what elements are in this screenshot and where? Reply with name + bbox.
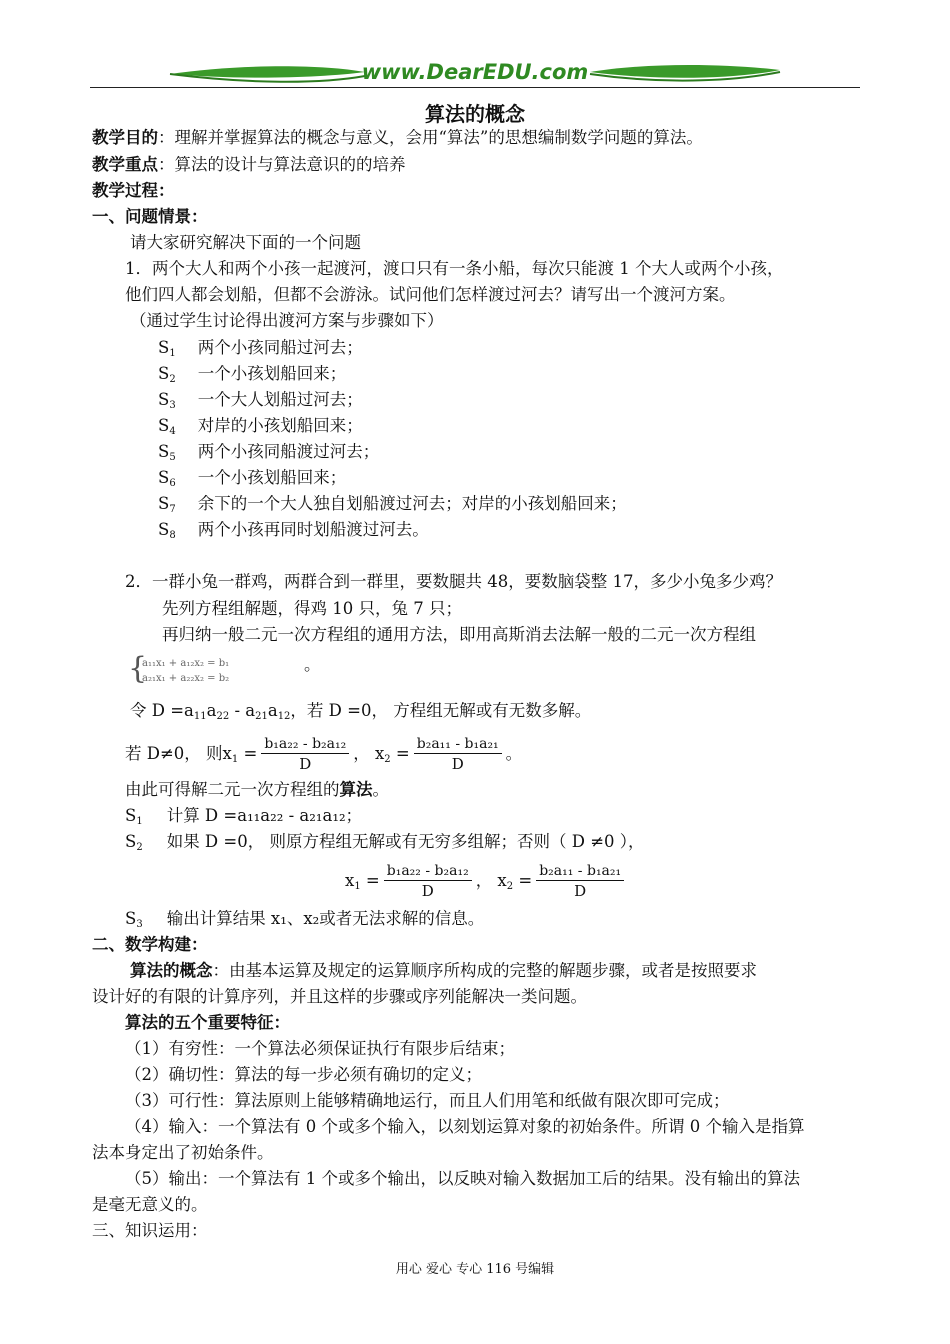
section-2-heading: 二、数学构建： bbox=[92, 935, 208, 954]
page-footer: 用心 爱心 专心 116 号编辑 bbox=[395, 1262, 555, 1277]
feature-3: （3）可行性：算法原则上能够精确地运行，而且人们用笔和纸做有限次即可完成； bbox=[125, 1091, 730, 1110]
x2-fraction: $\frac{\text{b₂a₁₁ - b₁a₂₁}}{D}$ bbox=[414, 735, 502, 774]
features-heading: 算法的五个重要特征： bbox=[125, 1013, 290, 1032]
step-item: $S_3$ 一个大人划船过河去； bbox=[158, 390, 363, 411]
feature-5-line1: （5）输出：一个算法有 1 个或多个输出，以反映对输入数据加工后的结果。没有输出的算法 bbox=[125, 1169, 800, 1188]
conclude-line: 由此可得解二元一次方程组的算法。 bbox=[125, 780, 389, 799]
step-item: $S_6$ 一个小孩划船回来； bbox=[158, 468, 347, 489]
intro-text: 请大家研究解决下面的一个问题 bbox=[130, 233, 361, 252]
problem2-line3: 再归纳一般二元一次方程组的通用方法，即用高斯消去法解一般的二元一次方程组 bbox=[162, 625, 756, 644]
focus-label: 教学重点 bbox=[92, 155, 158, 174]
step-item: $S_2$ 一个小孩划船回来； bbox=[158, 364, 347, 385]
svg-text:a₂₁x₁ + a₂₂x₂ = b₂: a₂₁x₁ + a₂₂x₂ = b₂ bbox=[142, 673, 230, 684]
problem1-line2: 他们四人都会划船，但都不会游泳。试问他们怎样渡过河去？请写出一个渡河方案。 bbox=[125, 285, 736, 304]
concept-line2: 设计好的有限的计算序列，并且这样的步骤或序列能解决一类问题。 bbox=[92, 987, 587, 1006]
focus-line bbox=[92, 154, 406, 176]
concept-line1: 算法的概念：由基本运算及规定的运算顺序所构成的完整的解题步骤，或者是按照要求 bbox=[130, 961, 757, 980]
system-period: 。 bbox=[304, 655, 321, 674]
step-item: $S_1$ 两个小孩同船过河去； bbox=[158, 338, 363, 359]
svg-text:a₁₁x₁ + a₁₂x₂ = b₁: a₁₁x₁ + a₁₂x₂ = b₁ bbox=[142, 658, 230, 669]
step-item: $S_8$ 两个小孩再同时划船渡过河去。 bbox=[158, 520, 429, 541]
header-logo-text: www.DearEDU.com bbox=[361, 60, 589, 84]
x1-fraction-2: $\frac{\text{b₁a₂₂ - b₂a₁₂}}{D}$ bbox=[384, 862, 472, 901]
problem2-line2: 先列方程组解题，得鸡 10 只，兔 7 只； bbox=[162, 599, 462, 618]
problem2-line1: 2．一群小兔一群鸡，两群合到一群里，要数腿共 48，要数脑袋整 17，多少小兔多少鸡？ bbox=[125, 572, 782, 591]
problem1-note: （通过学生讨论得出渡河方案与步骤如下） bbox=[130, 311, 444, 330]
solution-formula-line: 若 D≠0， 则$x_1$ = $\frac{\text{b₁a₂₂ - b₂a₁₂}}{D}$ ， $x_2$ = $\frac{\text{b₂a₁₁ - b₁a₂₁}}{D}$ 。 bbox=[125, 736, 523, 773]
x1-fraction: $\frac{\text{b₁a₂₂ - b₂a₁₂}}{D}$ bbox=[261, 735, 349, 774]
problem1-line1: 1．两个大人和两个小孩一起渡河，渡口只有一条小船，每次只能渡 1 个大人或两个小孩， bbox=[125, 259, 784, 278]
step-item: $S_4$ 对岸的小孩划船回来； bbox=[158, 416, 363, 437]
header-rule bbox=[90, 87, 860, 88]
feature-4-line2: 法本身定出了初始条件。 bbox=[92, 1143, 274, 1162]
algo-step-1: $S_1$ 计算 D =a₁₁a₂₂ - a₂₁a₁₂； bbox=[125, 806, 363, 827]
feature-2: （2）确切性：算法的每一步必须有确切的定义； bbox=[125, 1065, 482, 1084]
algo-step-2-formula: $x_1$ = $\frac{\text{b₁a₂₂ - b₂a₁₂}}{D}$ ， $x_2$ = $\frac{\text{b₂a₁₁ - b₁a₂₁}}{D}$ bbox=[345, 857, 628, 911]
goal-text: ：理解并掌握算法的概念与意义，会用“算法”的思想编制数学问题的算法。 bbox=[158, 128, 703, 147]
step-item: $S_5$ 两个小孩同船渡过河去； bbox=[158, 442, 380, 463]
step-item: $S_7$ 余下的一个大人独自划船渡过河去；对岸的小孩划船回来； bbox=[158, 494, 627, 515]
algo-step-2: $S_2$ 如果 D =0， 则原方程组无解或有无穷多组解；否则（ D ≠0 ）， bbox=[125, 832, 645, 853]
section-1-heading: 一、问题情景： bbox=[92, 207, 208, 226]
goal-label: 教学目的 bbox=[92, 128, 158, 147]
section-3-heading: 三、知识运用： bbox=[92, 1221, 208, 1240]
svg-text:{: { bbox=[128, 654, 148, 686]
feature-5-line2: 是毫无意义的。 bbox=[92, 1195, 208, 1214]
feature-1: （1）有穷性：一个算法必须保证执行有限步后结束； bbox=[125, 1039, 515, 1058]
equation-system-formula bbox=[128, 654, 318, 686]
x2-fraction-2: $\frac{\text{b₂a₁₁ - b₁a₂₁}}{D}$ bbox=[536, 862, 624, 901]
feature-4-line1: （4）输入：一个算法有 0 个或多个输入，以刻划运算对象的初始条件。所谓 0 个输入是指算 bbox=[125, 1117, 805, 1136]
process-label: 教学过程： bbox=[92, 181, 175, 200]
goal-line bbox=[92, 127, 703, 149]
page-title: 算法的概念 bbox=[425, 102, 525, 126]
algo-step-3: $S_3$ 输出计算结果 x₁、x₂或者无法求解的信息。 bbox=[125, 909, 485, 930]
focus-text: ：算法的设计与算法意识的的培养 bbox=[158, 155, 406, 174]
let-d-line: 令 $D =a_{11}a_{22} - a_{21}a_{12}$，若 D =0， 方程组无解或有无数多解。 bbox=[130, 701, 592, 722]
